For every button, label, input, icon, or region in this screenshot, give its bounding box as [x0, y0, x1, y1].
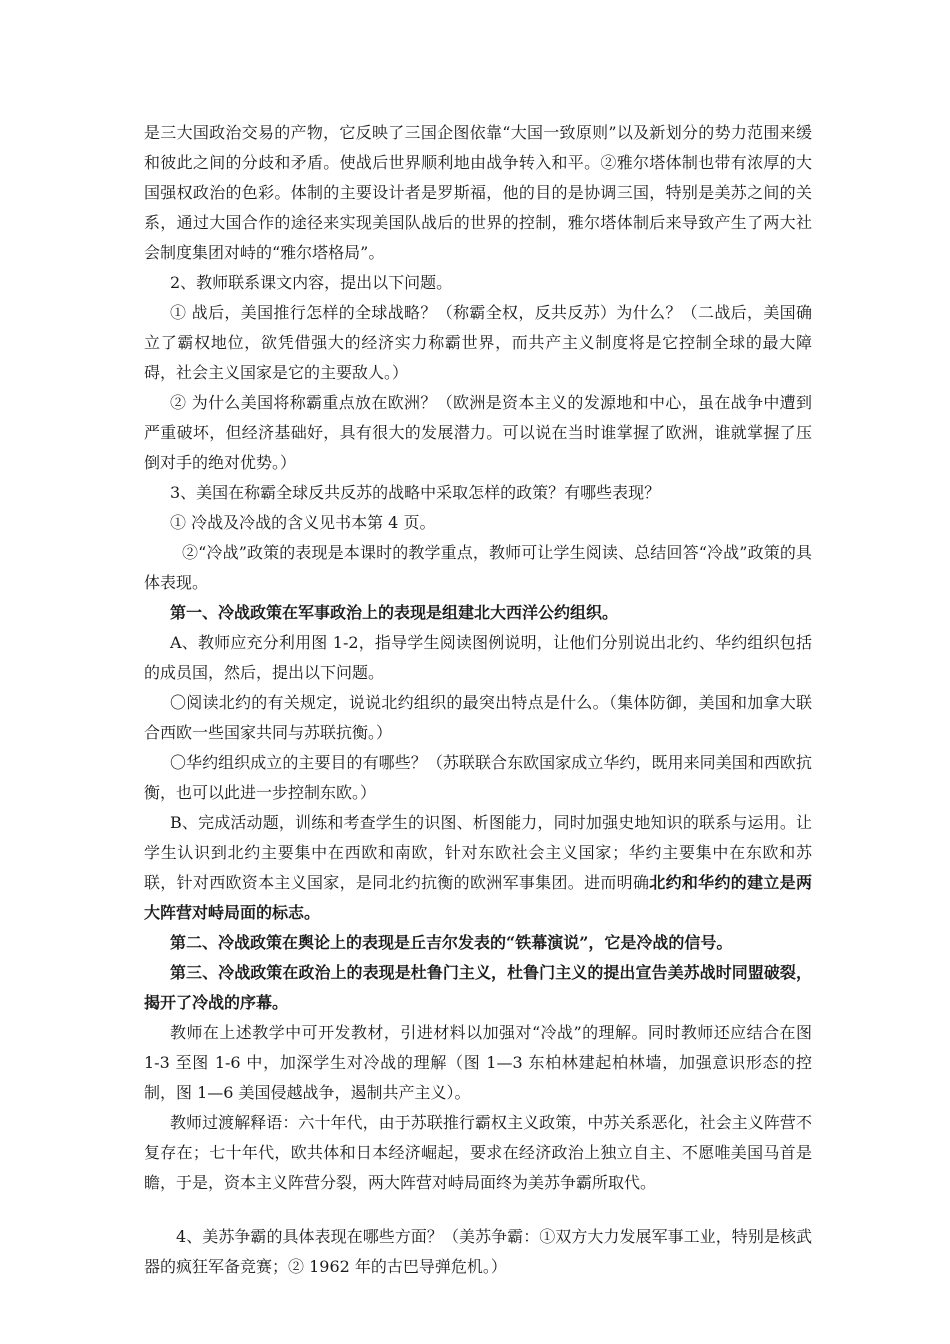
paragraph-nato-question: 〇阅读北约的有关规定，说说北约组织的最突出特点是什么。（集体防御，美国和加拿大联合西欧一些国家共同与苏联抗衡。）: [144, 693, 812, 742]
paragraph-supplementary-material: 教师在上述教学中可开发教材，引进材料以加强对“冷战”的理解。同时教师还应结合在图 1-3 至图 1-6 中，加深学生对冷战的理解（图 1—3 东柏林建起柏林墙，加强意识形态的控制，图 1—6 美国侵越战争，遏制共产主义）。: [144, 1023, 812, 1102]
document-body: [144, 118, 812, 1282]
heading-truman-doctrine: 第三、冷战政策在政治上的表现是杜鲁门主义，杜鲁门主义的提出宣告美苏战时同盟破裂，揭开了冷战的序幕。: [144, 963, 812, 1012]
paragraph-us-global-strategy: ① 战后，美国推行怎样的全球战略？（称霸全权，反共反苏）为什么？（二战后，美国确立了霸权地位，欲凭借强大的经济实力称霸世界，而共产主义制度将是它控制全球的最大障碍，社会主义国家是它的主要敌人。）: [144, 303, 812, 382]
paragraph-cold-war-manifestation: ②“冷战”政策的表现是本课时的教学重点，教师可让学生阅读、总结回答“冷战”政策的具体表现。: [144, 543, 812, 592]
paragraph-figure-1-2: A、教师应充分利用图 1-2，指导学生阅读图例说明，让他们分别说出北约、华约组织包括的成员国，然后，提出以下问题。: [144, 633, 812, 682]
paragraph-activity: [144, 808, 812, 928]
paragraph-policy-question: 3、美国在称霸全球反共反苏的战略中采取怎样的政策？有哪些表现？: [170, 483, 661, 502]
paragraph-activity-text: B、完成活动题，训练和考查学生的识图、析图能力，同时加强史地知识的联系与运用。让学生认识到北约主要集中在西欧和南欧，针对东欧社会主义国家；华约主要集中在东欧和苏联，针对西欧资本主义国家，是同北约抗衡的欧洲军事集团。进而明确: [144, 813, 812, 892]
blank-line: [144, 1198, 812, 1222]
paragraph-activity-conclusion: 北约和华约的建立是两大阵营对峙局面的标志。: [144, 873, 812, 922]
heading-military-nato: 第一、冷战政策在军事政治上的表现是组建北大西洋公约组织。: [170, 603, 619, 622]
paragraph-warsaw-question: 〇华约组织成立的主要目的有哪些？（苏联联合东欧国家成立华约，既用来同美国和西欧抗衡，也可以此进一步控制东欧。）: [144, 753, 812, 802]
paragraph-us-soviet-rivalry: 4、美苏争霸的具体表现在哪些方面？（美苏争霸：①双方大力发展军事工业，特别是核武器的疯狂军备竞赛；② 1962 年的古巴导弹危机。）: [144, 1227, 812, 1276]
paragraph-teacher-questions: 2、教师联系课文内容，提出以下问题。: [170, 273, 453, 292]
heading-iron-curtain: 第二、冷战政策在舆论上的表现是丘吉尔发表的“铁幕演说”，它是冷战的信号。: [170, 933, 733, 952]
paragraph-cold-war-definition: ① 冷战及冷战的含义见书本第 4 页。: [170, 513, 436, 532]
paragraph-europe-focus: ② 为什么美国将称霸重点放在欧洲？（欧洲是资本主义的发源地和中心，虽在战争中遭到严重破坏，但经济基础好，具有很大的发展潜力。可以说在当时谁掌握了欧洲，谁就掌握了压倒对手的绝对优势。）: [144, 393, 812, 472]
paragraph-yalta-system: 是三大国政治交易的产物，它反映了三国企图依靠“大国一致原则”以及新划分的势力范围来缓和彼此之间的分歧和矛盾。使战后世界顺利地由战争转入和平。②雅尔塔体制也带有浓厚的大国强权政治的色彩。体制的主要设计者是罗斯福，他的目的是协调三国，特别是美苏之间的关系，通过大国合作的途径来实现美国队战后的世界的控制，雅尔塔体制后来导致产生了两大社会制度集团对峙的“雅尔塔格局”。: [144, 123, 812, 262]
paragraph-transition: 教师过渡解释语：六十年代，由于苏联推行霸权主义政策，中苏关系恶化，社会主义阵营不复存在；七十年代，欧共体和日本经济崛起，要求在经济政治上独立自主、不愿唯美国马首是瞻，于是，资本主义阵营分裂，两大阵营对峙局面终为美苏争霸所取代。: [144, 1113, 812, 1192]
